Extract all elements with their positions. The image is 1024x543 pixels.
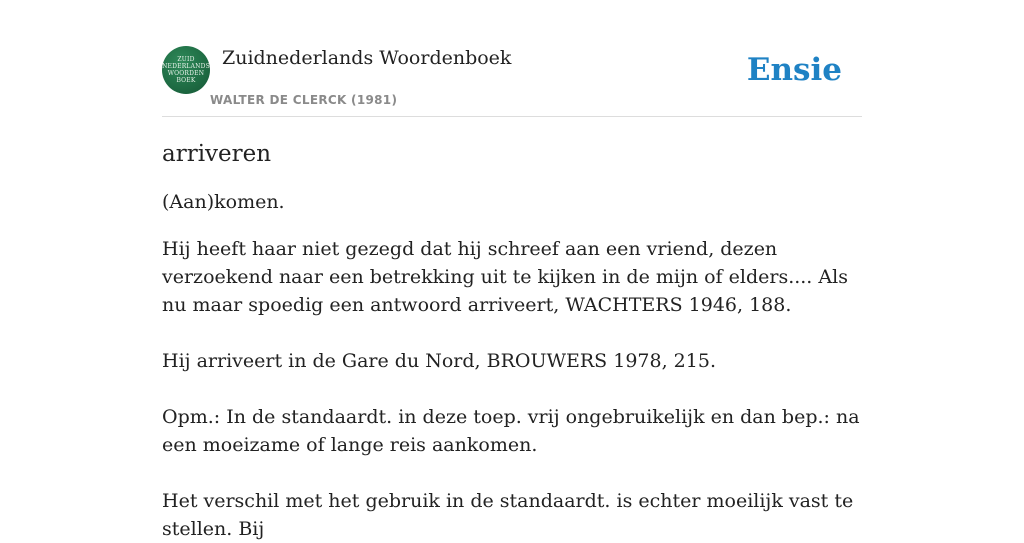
entry-paragraph: Hij heeft haar niet gezegd dat hij schreef aan een vriend, dezen verzoekend naar een betrekking uit te kijken in de mijn of elders.... Als nu maar spoedig een antwoord arriveert, WACHTERS 1946, 188. bbox=[162, 238, 848, 316]
ensie-logo-link[interactable]: Ensie bbox=[746, 52, 842, 88]
dictionary-title[interactable]: Zuidnederlands Woordenboek bbox=[222, 47, 512, 69]
entry-term: arriveren bbox=[162, 141, 272, 167]
entry-paragraph: Het verschil met het gebruik in de standaardt. is echter moeilijk vast te stellen. Bij bbox=[162, 490, 854, 540]
dictionary-author: WALTER DE CLERCK (1981) bbox=[210, 93, 398, 107]
entry-paragraph: Hij arriveert in de Gare du Nord, BROUWERS 1978, 215. bbox=[162, 350, 716, 372]
entry-paragraph: Opm.: In de standaardt. in deze toep. vrij ongebruikelijk en dan bep.: na een moeizame of lange reis aankomen. bbox=[162, 406, 860, 456]
dictionary-logo[interactable] bbox=[162, 46, 210, 94]
dictionary-header bbox=[162, 46, 862, 117]
logo-text: ZUID NEDERLANDS WOORDEN BOEK bbox=[162, 56, 210, 84]
entry-definition: (Aan)komen. bbox=[162, 191, 285, 213]
entry-content bbox=[162, 138, 862, 543]
